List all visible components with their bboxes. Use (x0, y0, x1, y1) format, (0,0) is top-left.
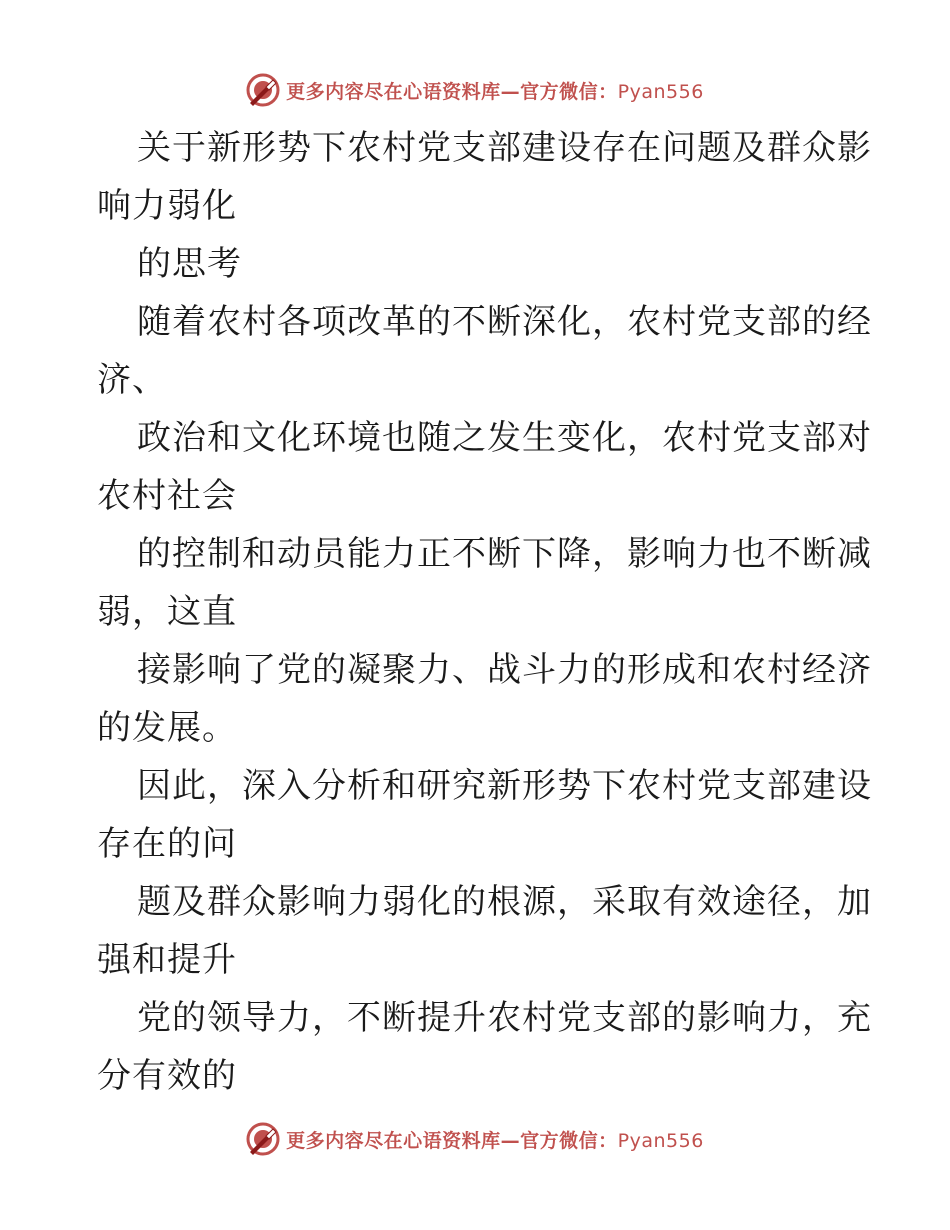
wechat-id: Pyan556 (617, 80, 704, 103)
text-line: 分有效的 (97, 1056, 237, 1096)
text-line: 随着农村各项改革的不断深化，农村党支部的经 (137, 302, 872, 342)
text-line: 政治和文化环境也随之发生变化，农村党支部对 (137, 418, 872, 458)
text-line: 党的领导力，不断提升农村党支部的影响力，充 (137, 998, 872, 1038)
pen-logo-icon (246, 73, 280, 107)
pen-logo-icon (246, 1122, 280, 1156)
text-line: 的控制和动员能力正不断下降，影响力也不断减 (137, 534, 872, 574)
banner-text (286, 77, 704, 104)
banner-text (286, 1126, 704, 1153)
banner-label: 更多内容尽在心语资料库—官方微信： (286, 80, 618, 103)
banner-label: 更多内容尽在心语资料库—官方微信： (286, 1129, 618, 1152)
document-body (97, 119, 872, 1105)
text-line: 农村社会 (97, 476, 237, 516)
text-line: 的发展。 (97, 708, 237, 748)
footer-watermark (0, 1119, 950, 1159)
text-line: 关于新形势下农村党支部建设存在问题及群众影 (137, 128, 872, 168)
text-line: 因此，深入分析和研究新形势下农村党支部建设 (137, 766, 872, 806)
text-line: 接影响了党的凝聚力、战斗力的形成和农村经济 (137, 650, 872, 690)
text-line: 题及群众影响力弱化的根源，采取有效途径，加 (137, 882, 872, 922)
text-line: 弱，这直 (97, 592, 237, 632)
text-line: 的思考 (137, 244, 242, 284)
text-line: 响力弱化 (97, 186, 237, 226)
text-line: 存在的问 (97, 824, 237, 864)
wechat-id: Pyan556 (617, 1129, 704, 1152)
text-line: 强和提升 (97, 940, 237, 980)
header-watermark (0, 70, 950, 110)
text-line: 济、 (97, 360, 167, 400)
